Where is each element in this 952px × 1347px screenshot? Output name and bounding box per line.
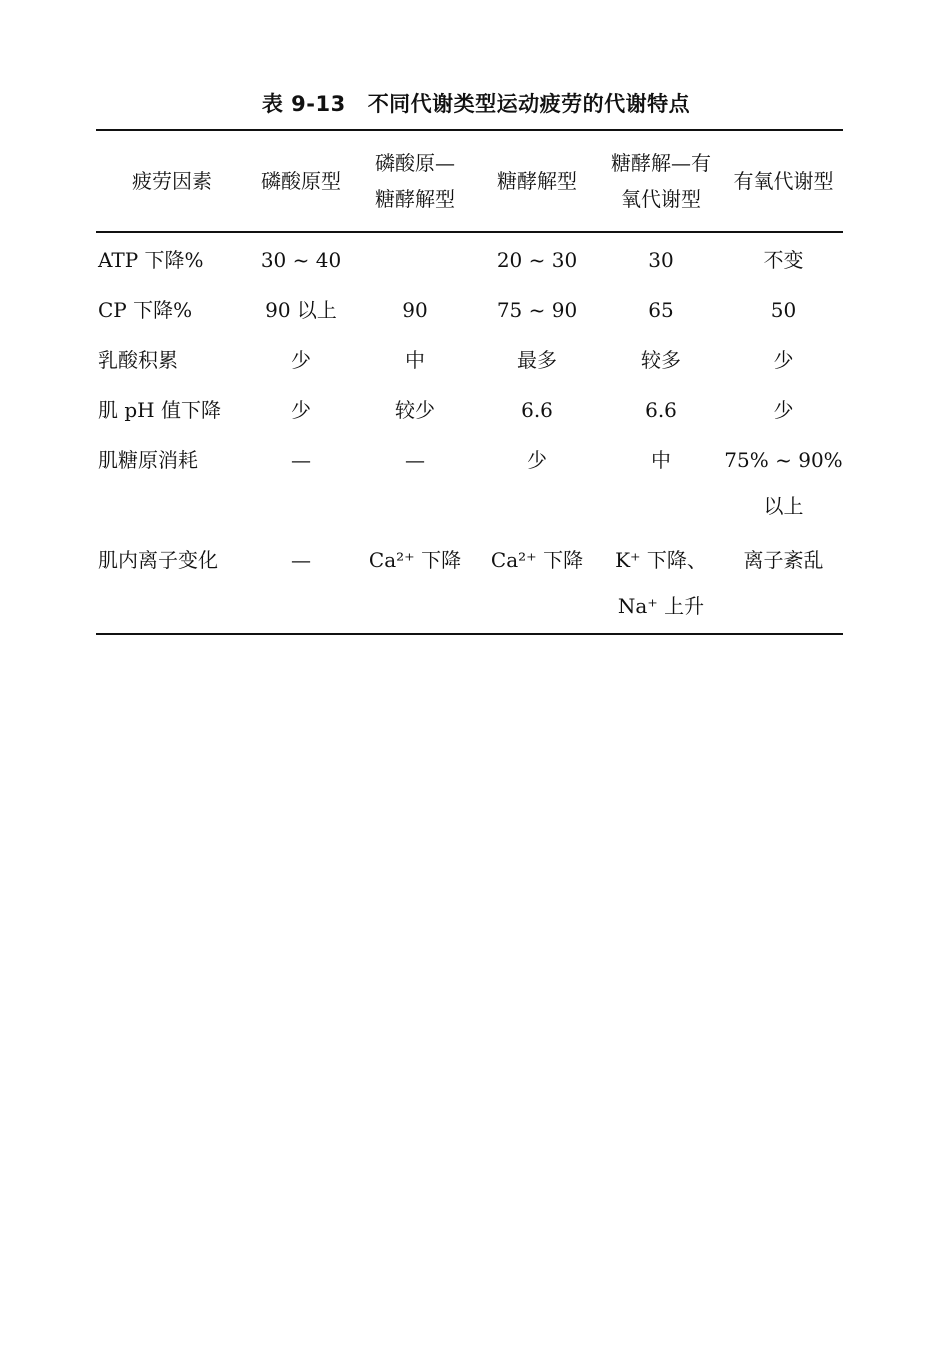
table-cell: 不变 bbox=[763, 248, 804, 272]
cell-text: Ca²⁺ 下降 bbox=[368, 548, 462, 572]
row-label: CP 下降% bbox=[98, 298, 193, 322]
header-text: 疲劳因素 bbox=[132, 169, 212, 193]
table-cell: 65 bbox=[648, 298, 674, 322]
header-cell-fatigue-factor bbox=[96, 130, 248, 232]
table-cell: 最多 bbox=[517, 348, 557, 372]
table-row bbox=[96, 337, 843, 387]
table-cell: 30 bbox=[648, 248, 674, 272]
table-row bbox=[96, 232, 843, 287]
cell-text: — bbox=[291, 548, 311, 572]
header-cell-aerobic bbox=[724, 130, 843, 232]
table-cell bbox=[248, 437, 354, 537]
table-caption bbox=[0, 88, 952, 118]
table-cell: 较少 bbox=[395, 398, 435, 422]
table-cell: 较多 bbox=[641, 348, 681, 372]
header-text: 有氧代谢型 bbox=[733, 169, 834, 193]
table-cell bbox=[724, 437, 843, 537]
row-label: 肌糖原消耗 bbox=[98, 448, 198, 472]
table-cell: 75 ~ 90 bbox=[496, 298, 578, 322]
metabolic-fatigue-table bbox=[96, 129, 843, 635]
table-number: 表 9-13 bbox=[261, 92, 346, 116]
table-cell bbox=[354, 437, 476, 537]
table-cell bbox=[724, 537, 843, 634]
table-cell bbox=[598, 437, 724, 537]
table-title: 不同代谢类型运动疲劳的代谢特点 bbox=[367, 92, 691, 116]
cell-text: — bbox=[405, 448, 425, 472]
cell-text: — bbox=[291, 448, 311, 472]
table-cell: 30 ~ 40 bbox=[260, 248, 342, 272]
row-label: 肌内离子变化 bbox=[98, 548, 218, 572]
header-row bbox=[96, 130, 843, 232]
header-cell-phosphagen-glycolytic bbox=[354, 130, 476, 232]
table-cell bbox=[476, 537, 598, 634]
table-cell: 少 bbox=[291, 348, 311, 372]
header-cell-glycolytic-aerobic bbox=[598, 130, 724, 232]
row-label: ATP 下降% bbox=[98, 248, 204, 272]
cell-text: 以上 bbox=[763, 494, 804, 518]
table-row bbox=[96, 537, 843, 634]
row-label: 肌 pH 值下降 bbox=[98, 398, 221, 422]
cell-text: Ca²⁺ 下降 bbox=[490, 548, 584, 572]
cell-text: 少 bbox=[527, 448, 547, 472]
header-text: 氧代谢型 bbox=[621, 187, 701, 211]
header-text: 磷酸原— bbox=[375, 151, 455, 175]
header-text: 磷酸原型 bbox=[261, 169, 341, 193]
table-cell: 90 以上 bbox=[265, 298, 337, 322]
table-cell: 少 bbox=[773, 398, 794, 422]
cell-text: 75% ~ 90% bbox=[724, 448, 843, 472]
table-cell: 6.6 bbox=[645, 398, 677, 422]
table-cell: 少 bbox=[291, 398, 311, 422]
table-cell bbox=[248, 537, 354, 634]
table-cell: 50 bbox=[770, 298, 797, 322]
header-text: 糖酵解—有 bbox=[611, 151, 711, 175]
table-row bbox=[96, 387, 843, 437]
table-cell: 6.6 bbox=[521, 398, 553, 422]
cell-text: 中 bbox=[651, 448, 671, 472]
table-cell: 90 bbox=[402, 298, 428, 322]
cell-text: 离子紊乱 bbox=[743, 548, 824, 572]
table-cell bbox=[354, 232, 476, 287]
row-label: 乳酸积累 bbox=[98, 348, 178, 372]
header-text: 糖酵解型 bbox=[497, 169, 577, 193]
table-cell: 20 ~ 30 bbox=[496, 248, 578, 272]
cell-text: Na⁺ 上升 bbox=[617, 594, 705, 618]
header-text: 糖酵解型 bbox=[375, 187, 455, 211]
cell-text: K⁺ 下降、 bbox=[615, 548, 707, 572]
table-cell bbox=[354, 537, 476, 634]
header-cell-glycolytic bbox=[476, 130, 598, 232]
table-row bbox=[96, 287, 843, 337]
table-cell: 中 bbox=[405, 348, 425, 372]
table-cell: 少 bbox=[773, 348, 794, 372]
table-cell bbox=[598, 537, 724, 634]
table-cell bbox=[476, 437, 598, 537]
header-cell-phosphagen bbox=[248, 130, 354, 232]
table-row bbox=[96, 437, 843, 537]
